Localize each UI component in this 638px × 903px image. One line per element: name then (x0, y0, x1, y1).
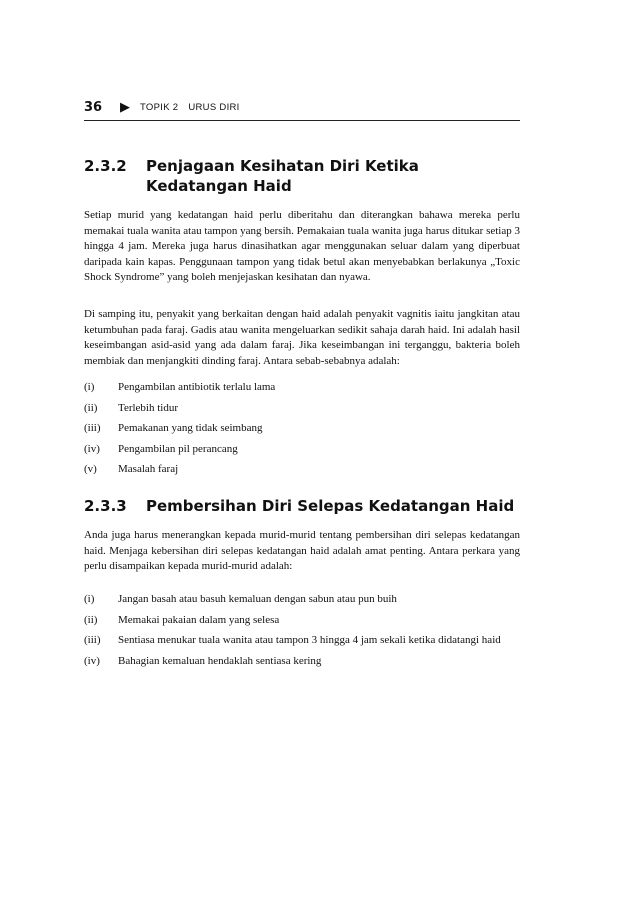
triangle-right-icon: ▶ (120, 99, 130, 114)
list-item (84, 380, 520, 396)
causes-list (84, 380, 520, 478)
topic-title: URUS DIRI (188, 102, 240, 113)
list-text: Bahagian kemaluan hendaklah sentiasa kering (118, 654, 322, 667)
section-heading-2-3-3 (84, 496, 524, 516)
list-marker: (iv) (84, 442, 100, 455)
section-heading-2-3-2 (84, 156, 524, 196)
list-item (84, 401, 520, 417)
page-number: 36 (84, 100, 103, 115)
paragraph: Setiap murid yang kedatangan haid perlu diberitahu dan diterangkan bahawa mereka perlu memakai tuala wanita atau tampon yang bersih. Pemakaian tuala wanita juga harus ditukar setiap 3 hingga 4 jam. Mereka juga harus dinasihatkan agar menggunakan seluar dalam yang diperbuat daripada kain kapas. Penggunaan tampon yang tidak betul akan menyebabkan berlakunya „Toxic Shock Syndrome” yang boleh menjejaskan kesihatan dan nyawa. (84, 209, 520, 284)
list-text: Masalah faraj (118, 463, 179, 476)
running-header (84, 98, 520, 121)
list-text: Pengambilan pil perancang (118, 442, 238, 455)
list-marker: (ii) (84, 401, 98, 414)
section-title: Pembersihan Diri Selepas Kedatangan Haid (146, 497, 515, 515)
list-text: Sentiasa menukar tuala wanita atau tampon 3 hingga 4 jam sekali ketika didatangi haid (118, 634, 501, 647)
list-text: Pemakanan yang tidak seimbang (118, 422, 263, 435)
section-number: 2.3.3 (84, 497, 127, 515)
list-item (84, 421, 520, 437)
list-marker: (v) (84, 463, 97, 476)
list-marker: (iii) (84, 634, 101, 647)
list-item (84, 654, 520, 670)
list-text: Memakai pakaian dalam yang selesa (118, 613, 280, 626)
paragraph: Di samping itu, penyakit yang berkaitan dengan haid adalah penyakit vagnitis iaitu jangkitan atau ketumbuhan pada faraj. Gadis atau wanita mengeluarkan sedikit sahaja darah haid. Ini adalah hasil keseimbangan asid-asid yang ada dalam faraj. Jika keseimbangan ini terganggu, bakteria boleh membiak dan menjangkiti dinding faraj. Antara sebab-sebabnya adalah: (84, 308, 520, 367)
list-text: Pengambilan antibiotik terlalu lama (118, 381, 276, 393)
list-item (84, 462, 520, 478)
topic-label: TOPIK 2 (140, 102, 179, 113)
list-marker: (i) (84, 381, 95, 393)
list-marker: (iv) (84, 654, 100, 667)
paragraph: Anda juga harus menerangkan kepada murid-murid tentang pembersihan diri selepas kedatangan haid. Menjaga kebersihan diri selepas kedatangan haid adalah amat penting. Antara perkara yang perlu disampaikan kepada murid-murid adalah: (84, 529, 520, 573)
list-marker: (iii) (84, 422, 101, 435)
list-text: Terlebih tidur (118, 401, 179, 414)
list-marker: (i) (84, 593, 95, 605)
section-number: 2.3.2 (84, 157, 127, 175)
list-item (84, 613, 520, 629)
list-text: Jangan basah atau basuh kemaluan dengan sabun atau pun buih (118, 593, 397, 605)
running-title (140, 102, 240, 113)
section-title: Penjagaan Kesihatan Diri Ketika Kedatangan Haid (146, 157, 419, 195)
list-marker: (ii) (84, 613, 98, 626)
list-item (84, 442, 520, 458)
list-item (84, 592, 520, 608)
list-item (84, 633, 520, 649)
cleanliness-list (84, 592, 520, 669)
